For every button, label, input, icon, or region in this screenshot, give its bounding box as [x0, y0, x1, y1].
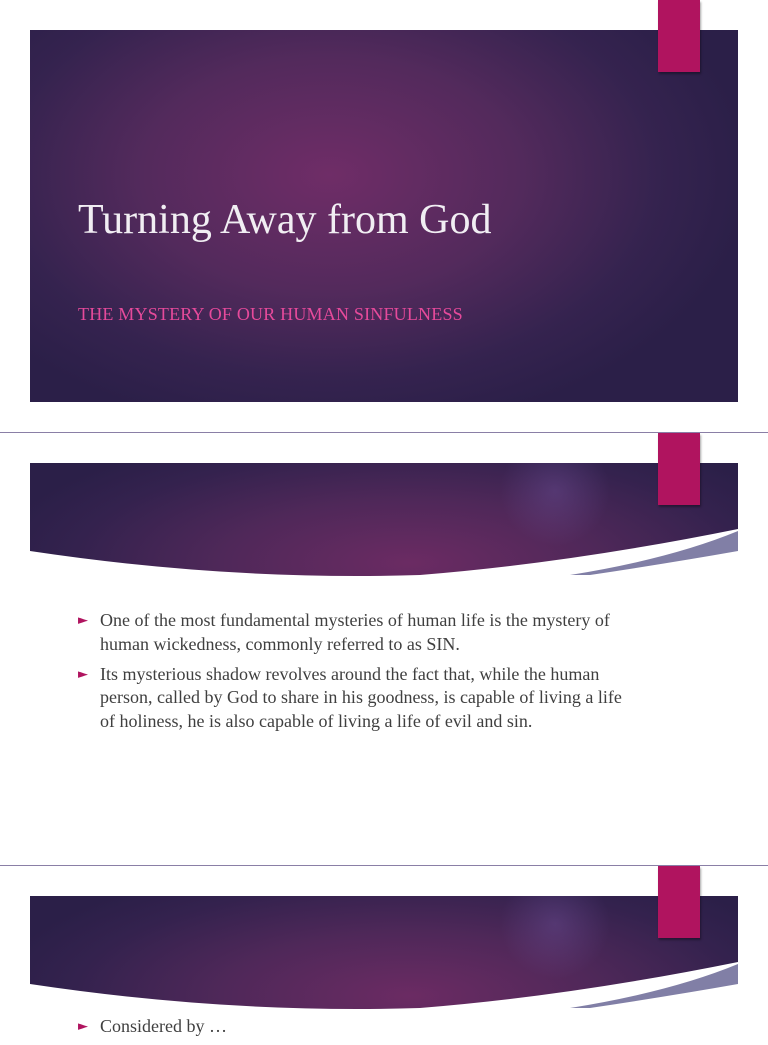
slide-subtitle: THE MYSTERY OF OUR HUMAN SINFULNESS	[78, 304, 463, 324]
accent-tab	[658, 433, 700, 505]
bullet-text: One of the most fundamental mysteries of human life is the mystery of human wickedness, commonly referred to as SIN.	[100, 610, 610, 654]
bullet-text: Considered by …	[100, 1016, 227, 1036]
triangle-right-icon: ►	[78, 613, 88, 628]
header-band-glow	[30, 463, 738, 577]
slide-content-2	[0, 866, 768, 1036]
bullet-item	[78, 663, 638, 734]
slide-title-text: Turning Away from God	[78, 197, 492, 243]
bullet-text: Its mysterious shadow revolves around the fact that, while the human person, called by God to share in his goodness, is capable of living a life of holiness, he is also capable of living a life of evil and sin.	[100, 663, 622, 731]
bullet-list	[78, 609, 638, 740]
bullet-item	[78, 1015, 638, 1039]
triangle-right-icon: ►	[78, 1019, 88, 1034]
accent-tab	[658, 866, 700, 938]
accent-tab	[658, 0, 700, 72]
bullet-item	[78, 609, 638, 656]
triangle-right-icon: ►	[78, 666, 88, 682]
bullet-list	[78, 1015, 638, 1045]
header-band-glow	[30, 896, 738, 1010]
slide-content-1	[0, 433, 768, 865]
slide-title	[0, 0, 768, 432]
